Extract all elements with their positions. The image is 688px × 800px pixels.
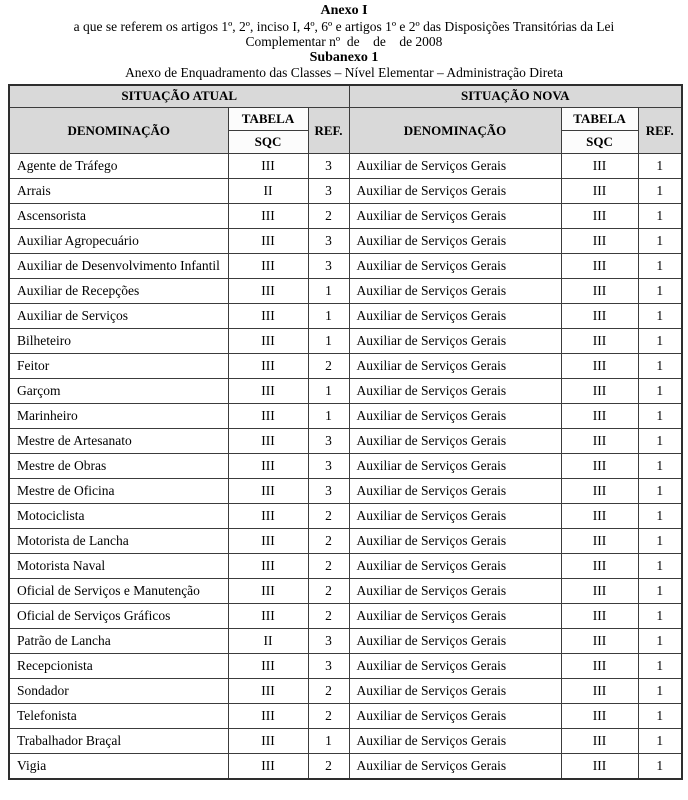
- cell-tabela-sqc-atual: III: [228, 354, 308, 379]
- cell-ref-nova: 1: [638, 754, 682, 779]
- table-row: [9, 379, 682, 404]
- column-header-sqc-atual: SQC: [228, 131, 308, 154]
- cell-ref-nova: 1: [638, 629, 682, 654]
- cell-tabela-sqc-atual: II: [228, 629, 308, 654]
- cell-ref-atual: 3: [308, 179, 349, 204]
- table-row: [9, 679, 682, 704]
- cell-denominacao-atual: Vigia: [9, 754, 228, 779]
- cell-tabela-sqc-nova: III: [561, 154, 638, 179]
- cell-ref-atual: 3: [308, 454, 349, 479]
- cell-tabela-sqc-nova: III: [561, 404, 638, 429]
- cell-denominacao-atual: Motorista de Lancha: [9, 529, 228, 554]
- cell-denominacao-atual: Oficial de Serviços Gráficos: [9, 604, 228, 629]
- table-row: [9, 554, 682, 579]
- cell-tabela-sqc-atual: III: [228, 254, 308, 279]
- cell-tabela-sqc-atual: III: [228, 504, 308, 529]
- cell-ref-nova: 1: [638, 579, 682, 604]
- cell-tabela-sqc-nova: III: [561, 704, 638, 729]
- cell-tabela-sqc-atual: III: [228, 729, 308, 754]
- cell-tabela-sqc-nova: III: [561, 179, 638, 204]
- cell-ref-atual: 1: [308, 379, 349, 404]
- cell-tabela-sqc-atual: III: [228, 679, 308, 704]
- cell-denominacao-atual: Arrais: [9, 179, 228, 204]
- cell-tabela-sqc-atual: III: [228, 154, 308, 179]
- cell-ref-atual: 3: [308, 229, 349, 254]
- cell-ref-atual: 2: [308, 554, 349, 579]
- cell-ref-nova: 1: [638, 404, 682, 429]
- table-row: [9, 454, 682, 479]
- cell-denominacao-nova: Auxiliar de Serviços Gerais: [349, 729, 561, 754]
- cell-tabela-sqc-atual: II: [228, 179, 308, 204]
- cell-tabela-sqc-nova: III: [561, 354, 638, 379]
- cell-denominacao-nova: Auxiliar de Serviços Gerais: [349, 429, 561, 454]
- table-row: [9, 754, 682, 779]
- cell-ref-nova: 1: [638, 279, 682, 304]
- cell-ref-atual: 1: [308, 404, 349, 429]
- cell-tabela-sqc-atual: III: [228, 654, 308, 679]
- cell-ref-atual: 2: [308, 579, 349, 604]
- cell-ref-nova: 1: [638, 329, 682, 354]
- cell-ref-nova: 1: [638, 254, 682, 279]
- cell-ref-nova: 1: [638, 154, 682, 179]
- cell-ref-atual: 2: [308, 354, 349, 379]
- enquadramento-table: [8, 84, 683, 780]
- reference-line-2: Complementar nº de de de 2008: [245, 34, 443, 49]
- cell-ref-atual: 2: [308, 704, 349, 729]
- table-row: [9, 279, 682, 304]
- table-row: [9, 229, 682, 254]
- cell-tabela-sqc-nova: III: [561, 229, 638, 254]
- cell-ref-nova: 1: [638, 554, 682, 579]
- cell-ref-nova: 1: [638, 454, 682, 479]
- cell-denominacao-nova: Auxiliar de Serviços Gerais: [349, 404, 561, 429]
- column-header-ref-atual: REF.: [308, 108, 349, 154]
- table-row: [9, 354, 682, 379]
- cell-tabela-sqc-nova: III: [561, 429, 638, 454]
- cell-ref-atual: 1: [308, 729, 349, 754]
- cell-tabela-sqc-atual: III: [228, 329, 308, 354]
- cell-denominacao-nova: Auxiliar de Serviços Gerais: [349, 629, 561, 654]
- cell-tabela-sqc-atual: III: [228, 404, 308, 429]
- cell-tabela-sqc-atual: III: [228, 454, 308, 479]
- cell-ref-atual: 2: [308, 604, 349, 629]
- cell-ref-nova: 1: [638, 229, 682, 254]
- cell-denominacao-nova: Auxiliar de Serviços Gerais: [349, 754, 561, 779]
- table-row: [9, 654, 682, 679]
- cell-denominacao-nova: Auxiliar de Serviços Gerais: [349, 154, 561, 179]
- table-row: [9, 579, 682, 604]
- cell-ref-nova: 1: [638, 529, 682, 554]
- cell-denominacao-atual: Garçom: [9, 379, 228, 404]
- cell-denominacao-nova: Auxiliar de Serviços Gerais: [349, 354, 561, 379]
- cell-denominacao-atual: Sondador: [9, 679, 228, 704]
- cell-tabela-sqc-nova: III: [561, 679, 638, 704]
- cell-denominacao-nova: Auxiliar de Serviços Gerais: [349, 279, 561, 304]
- cell-tabela-sqc-nova: III: [561, 604, 638, 629]
- cell-tabela-sqc-nova: III: [561, 729, 638, 754]
- cell-ref-nova: 1: [638, 704, 682, 729]
- cell-tabela-sqc-nova: III: [561, 654, 638, 679]
- cell-denominacao-nova: Auxiliar de Serviços Gerais: [349, 479, 561, 504]
- table-row: [9, 704, 682, 729]
- cell-tabela-sqc-atual: III: [228, 554, 308, 579]
- cell-denominacao-atual: Mestre de Oficina: [9, 479, 228, 504]
- cell-tabela-sqc-nova: III: [561, 279, 638, 304]
- cell-ref-atual: 2: [308, 679, 349, 704]
- cell-tabela-sqc-atual: III: [228, 579, 308, 604]
- cell-ref-nova: 1: [638, 354, 682, 379]
- cell-denominacao-atual: Recepcionista: [9, 654, 228, 679]
- group-header-situacao-atual: SITUAÇÃO ATUAL: [9, 85, 349, 108]
- cell-denominacao-atual: Auxiliar de Desenvolvimento Infantil: [9, 254, 228, 279]
- cell-denominacao-nova: Auxiliar de Serviços Gerais: [349, 604, 561, 629]
- cell-ref-nova: 1: [638, 179, 682, 204]
- cell-denominacao-nova: Auxiliar de Serviços Gerais: [349, 704, 561, 729]
- cell-tabela-sqc-atual: III: [228, 529, 308, 554]
- cell-tabela-sqc-atual: III: [228, 229, 308, 254]
- cell-tabela-sqc-nova: III: [561, 479, 638, 504]
- cell-denominacao-nova: Auxiliar de Serviços Gerais: [349, 204, 561, 229]
- cell-ref-nova: 1: [638, 429, 682, 454]
- cell-tabela-sqc-nova: III: [561, 629, 638, 654]
- table-row: [9, 729, 682, 754]
- cell-ref-atual: 1: [308, 304, 349, 329]
- cell-tabela-sqc-nova: III: [561, 329, 638, 354]
- cell-ref-nova: 1: [638, 379, 682, 404]
- column-header-denominacao-nova: DENOMINAÇÃO: [349, 108, 561, 154]
- cell-tabela-sqc-nova: III: [561, 529, 638, 554]
- column-header-tabela-nova: TABELA: [561, 108, 638, 131]
- table-row: [9, 329, 682, 354]
- cell-ref-atual: 2: [308, 754, 349, 779]
- cell-ref-nova: 1: [638, 729, 682, 754]
- cell-denominacao-atual: Marinheiro: [9, 404, 228, 429]
- cell-ref-nova: 1: [638, 679, 682, 704]
- table-row: [9, 154, 682, 179]
- cell-denominacao-atual: Telefonista: [9, 704, 228, 729]
- reference-line-1: a que se referem os artigos 1º, 2º, inciso I, 4º, 6º e artigos 1º e 2º das Disposições Transitórias da Lei: [73, 18, 615, 34]
- table-row: [9, 529, 682, 554]
- cell-tabela-sqc-nova: III: [561, 204, 638, 229]
- table-row: [9, 179, 682, 204]
- cell-ref-atual: 3: [308, 154, 349, 179]
- cell-denominacao-nova: Auxiliar de Serviços Gerais: [349, 679, 561, 704]
- cell-ref-atual: 3: [308, 479, 349, 504]
- column-header-tabela-atual: TABELA: [228, 108, 308, 131]
- column-header-denominacao-atual: DENOMINAÇÃO: [9, 108, 228, 154]
- cell-denominacao-atual: Mestre de Artesanato: [9, 429, 228, 454]
- cell-tabela-sqc-nova: III: [561, 754, 638, 779]
- table-row: [9, 304, 682, 329]
- group-header-situacao-nova: SITUAÇÃO NOVA: [349, 85, 682, 108]
- table-row: [9, 479, 682, 504]
- cell-denominacao-nova: Auxiliar de Serviços Gerais: [349, 379, 561, 404]
- section-subtitle: Anexo de Enquadramento das Classes – Nível Elementar – Administração Direta: [125, 65, 563, 80]
- cell-denominacao-nova: Auxiliar de Serviços Gerais: [349, 179, 561, 204]
- cell-tabela-sqc-nova: III: [561, 454, 638, 479]
- cell-denominacao-atual: Ascensorista: [9, 204, 228, 229]
- cell-tabela-sqc-atual: III: [228, 279, 308, 304]
- cell-ref-nova: 1: [638, 479, 682, 504]
- cell-tabela-sqc-nova: III: [561, 254, 638, 279]
- cell-denominacao-atual: Bilheteiro: [9, 329, 228, 354]
- cell-denominacao-atual: Feitor: [9, 354, 228, 379]
- cell-denominacao-nova: Auxiliar de Serviços Gerais: [349, 579, 561, 604]
- cell-ref-atual: 2: [308, 204, 349, 229]
- cell-ref-atual: 2: [308, 529, 349, 554]
- table-row: [9, 204, 682, 229]
- cell-denominacao-atual: Auxiliar de Serviços: [9, 304, 228, 329]
- cell-tabela-sqc-atual: III: [228, 479, 308, 504]
- cell-denominacao-atual: Trabalhador Braçal: [9, 729, 228, 754]
- cell-tabela-sqc-nova: III: [561, 304, 638, 329]
- cell-tabela-sqc-atual: III: [228, 754, 308, 779]
- page-title: Anexo I: [320, 3, 368, 18]
- cell-tabela-sqc-nova: III: [561, 554, 638, 579]
- cell-ref-nova: 1: [638, 204, 682, 229]
- cell-denominacao-nova: Auxiliar de Serviços Gerais: [349, 304, 561, 329]
- cell-ref-atual: 3: [308, 429, 349, 454]
- cell-denominacao-atual: Auxiliar de Recepções: [9, 279, 228, 304]
- cell-denominacao-atual: Agente de Tráfego: [9, 154, 228, 179]
- column-header-sqc-nova: SQC: [561, 131, 638, 154]
- cell-ref-nova: 1: [638, 304, 682, 329]
- cell-tabela-sqc-atual: III: [228, 204, 308, 229]
- cell-denominacao-nova: Auxiliar de Serviços Gerais: [349, 454, 561, 479]
- cell-denominacao-nova: Auxiliar de Serviços Gerais: [349, 254, 561, 279]
- cell-denominacao-atual: Motorista Naval: [9, 554, 228, 579]
- table-row: [9, 404, 682, 429]
- cell-denominacao-atual: Auxiliar Agropecuário: [9, 229, 228, 254]
- cell-denominacao-atual: Patrão de Lancha: [9, 629, 228, 654]
- document-header: [0, 0, 688, 81]
- cell-denominacao-atual: Oficial de Serviços e Manutenção: [9, 579, 228, 604]
- cell-tabela-sqc-atual: III: [228, 304, 308, 329]
- cell-denominacao-atual: Motociclista: [9, 504, 228, 529]
- cell-denominacao-nova: Auxiliar de Serviços Gerais: [349, 229, 561, 254]
- table-row: [9, 604, 682, 629]
- cell-tabela-sqc-nova: III: [561, 379, 638, 404]
- cell-ref-nova: 1: [638, 504, 682, 529]
- cell-ref-atual: 1: [308, 279, 349, 304]
- table-row: [9, 254, 682, 279]
- cell-denominacao-atual: Mestre de Obras: [9, 454, 228, 479]
- column-header-ref-nova: REF.: [638, 108, 682, 154]
- cell-denominacao-nova: Auxiliar de Serviços Gerais: [349, 329, 561, 354]
- table-row: [9, 504, 682, 529]
- cell-denominacao-nova: Auxiliar de Serviços Gerais: [349, 504, 561, 529]
- cell-tabela-sqc-atual: III: [228, 704, 308, 729]
- table-row: [9, 429, 682, 454]
- cell-denominacao-nova: Auxiliar de Serviços Gerais: [349, 529, 561, 554]
- cell-tabela-sqc-nova: III: [561, 579, 638, 604]
- cell-ref-atual: 3: [308, 254, 349, 279]
- cell-tabela-sqc-atual: III: [228, 429, 308, 454]
- cell-tabela-sqc-atual: III: [228, 604, 308, 629]
- cell-ref-atual: 3: [308, 629, 349, 654]
- cell-tabela-sqc-nova: III: [561, 504, 638, 529]
- section-title: Subanexo 1: [309, 49, 379, 65]
- cell-ref-atual: 2: [308, 504, 349, 529]
- cell-ref-nova: 1: [638, 604, 682, 629]
- table-row: [9, 629, 682, 654]
- table-header: [9, 85, 682, 154]
- cell-denominacao-nova: Auxiliar de Serviços Gerais: [349, 554, 561, 579]
- cell-tabela-sqc-atual: III: [228, 379, 308, 404]
- table-body: [9, 154, 682, 779]
- cell-ref-atual: 1: [308, 329, 349, 354]
- cell-denominacao-nova: Auxiliar de Serviços Gerais: [349, 654, 561, 679]
- cell-ref-nova: 1: [638, 654, 682, 679]
- cell-ref-atual: 3: [308, 654, 349, 679]
